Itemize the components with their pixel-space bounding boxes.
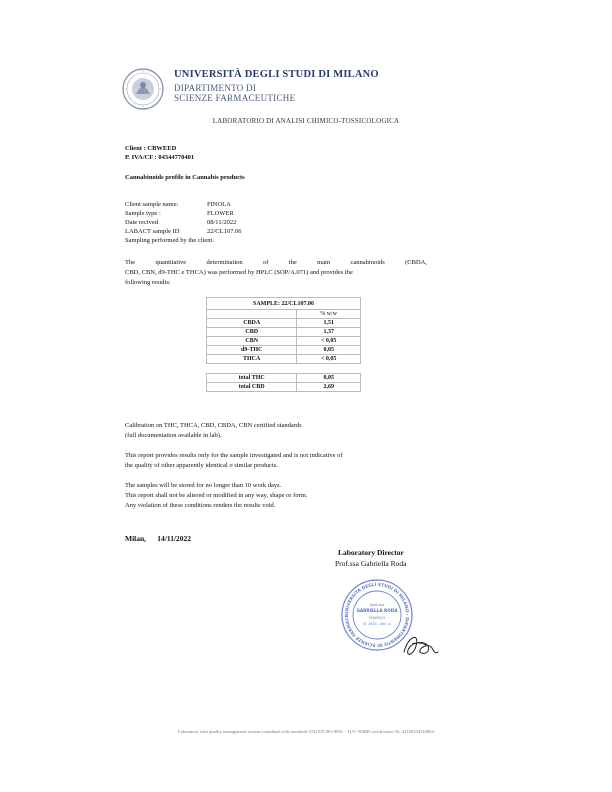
table-header-row: [207, 298, 361, 310]
stamp-ring-text: UNIVERSITÀ DEGLI STUDI DI MILANO · DIPARTIMENTO DI SCIENZE FARMACE: [344, 582, 410, 648]
analyte-name: CBDA: [207, 319, 297, 328]
client-vat: P. IVA/CF : 04344770401: [125, 154, 195, 161]
total-value: 2,69: [297, 383, 361, 392]
sample-info-label: Client sample name:: [125, 201, 179, 208]
place-date: Milan, 14/11/2022: [125, 534, 192, 543]
table-row: [207, 346, 361, 355]
stamp-center-text: N. 2633 - Sez. A: [363, 622, 391, 626]
total-name: total CBD: [207, 383, 297, 392]
method-paragraph: [125, 258, 427, 288]
stamp-center-text: CHIMICO: [368, 615, 386, 620]
total-name: total THC: [207, 374, 297, 383]
calibration-note-2: (full documentation available in lab).: [125, 432, 222, 439]
table-cell: [297, 364, 361, 374]
table-cell: [207, 310, 297, 319]
scope-note-2: the quality of other apparently identical o similar products.: [125, 462, 278, 469]
analyte-value: 1,51: [297, 319, 361, 328]
university-seal-logo: [122, 68, 164, 110]
storage-note-1: The samples will be stored for no longer than 10 work days.: [125, 482, 282, 489]
table-spacer-row: [207, 364, 361, 374]
sample-info-label: Sample type :: [125, 210, 161, 217]
method-line-1: The quantitative determination of the main cannabinoids (CBDA,: [125, 259, 427, 266]
sample-info-value: FLOWER: [207, 210, 234, 217]
table-row: [207, 319, 361, 328]
sample-info-label: LABACT sample ID: [125, 228, 180, 235]
storage-note-3: Any violation of these conditions renders the results void.: [125, 502, 276, 509]
scope-note-1: This report provides results only for the sample investigated and is not indicative of: [125, 452, 343, 459]
table-cell: [207, 364, 297, 374]
calibration-note-1: Calibration on THC, THCA, CBD, CBDA, CBN certified standards: [125, 422, 302, 429]
storage-note-2: This report shall not be altered or modified in any way, shape or form.: [125, 492, 308, 499]
analyte-name: d9-THC: [207, 346, 297, 355]
stamp-center-text: Dott.ssa: [369, 603, 385, 607]
client-name: Client : CBWEED: [125, 145, 177, 152]
table-row: [207, 355, 361, 364]
unit-header: % w/w: [297, 310, 361, 319]
handwritten-signature: [398, 622, 440, 664]
stamp-center-text: GABRIELLA RODA: [356, 608, 398, 613]
analyte-value: < 0,05: [297, 355, 361, 364]
sample-info-value: 22/CL107.06: [207, 228, 242, 235]
report-title: Cannabinoids profile in Cannabis products: [125, 174, 245, 181]
analyte-value: < 0,05: [297, 337, 361, 346]
analyte-name: CBN: [207, 337, 297, 346]
analyte-value: 0,05: [297, 346, 361, 355]
laboratory-name: LABORATORIO DI ANALISI CHIMICO-TOSSICOLOGICA: [212, 117, 400, 125]
footer-certification: Laboratory with quality management system compliant with standards UNI EN ISO 9001 - TUV NORD certification Nr. 44100154310064: [178, 729, 434, 734]
table-unit-row: [207, 310, 361, 319]
department-name: [174, 83, 295, 103]
analyte-value: 1,37: [297, 328, 361, 337]
university-name: UNIVERSITÀ DEGLI STUDI DI MILANO: [174, 69, 379, 80]
table-row: [207, 374, 361, 383]
sampling-note: Sampling performed by the client.: [125, 237, 214, 244]
analyte-name: CBD: [207, 328, 297, 337]
table-row: [207, 328, 361, 337]
table-row: [207, 383, 361, 392]
director-name: Prof.ssa Gabriella Roda: [335, 559, 407, 568]
method-line-3: following results:: [125, 279, 171, 286]
sample-header: SAMPLE: 22/CL107.06: [207, 298, 361, 310]
analyte-name: THCA: [207, 355, 297, 364]
table-row: [207, 337, 361, 346]
results-table: [206, 297, 361, 392]
sample-info-value: FINOLA: [207, 201, 231, 208]
sample-info-value: 08/11/2022: [207, 219, 237, 226]
sample-info-label: Date recived: [125, 219, 159, 226]
department-line-2: SCIENZE FARMACEUTICHE: [174, 93, 296, 103]
department-line-1: DIPARTIMENTO DI: [174, 83, 257, 93]
method-line-2: CBD, CBN, d9-THC e THCA) was performed by HPLC (SOP/A.071) and provides the: [125, 269, 353, 276]
total-value: 0,05: [297, 374, 361, 383]
director-role: Laboratory Director: [338, 548, 404, 557]
